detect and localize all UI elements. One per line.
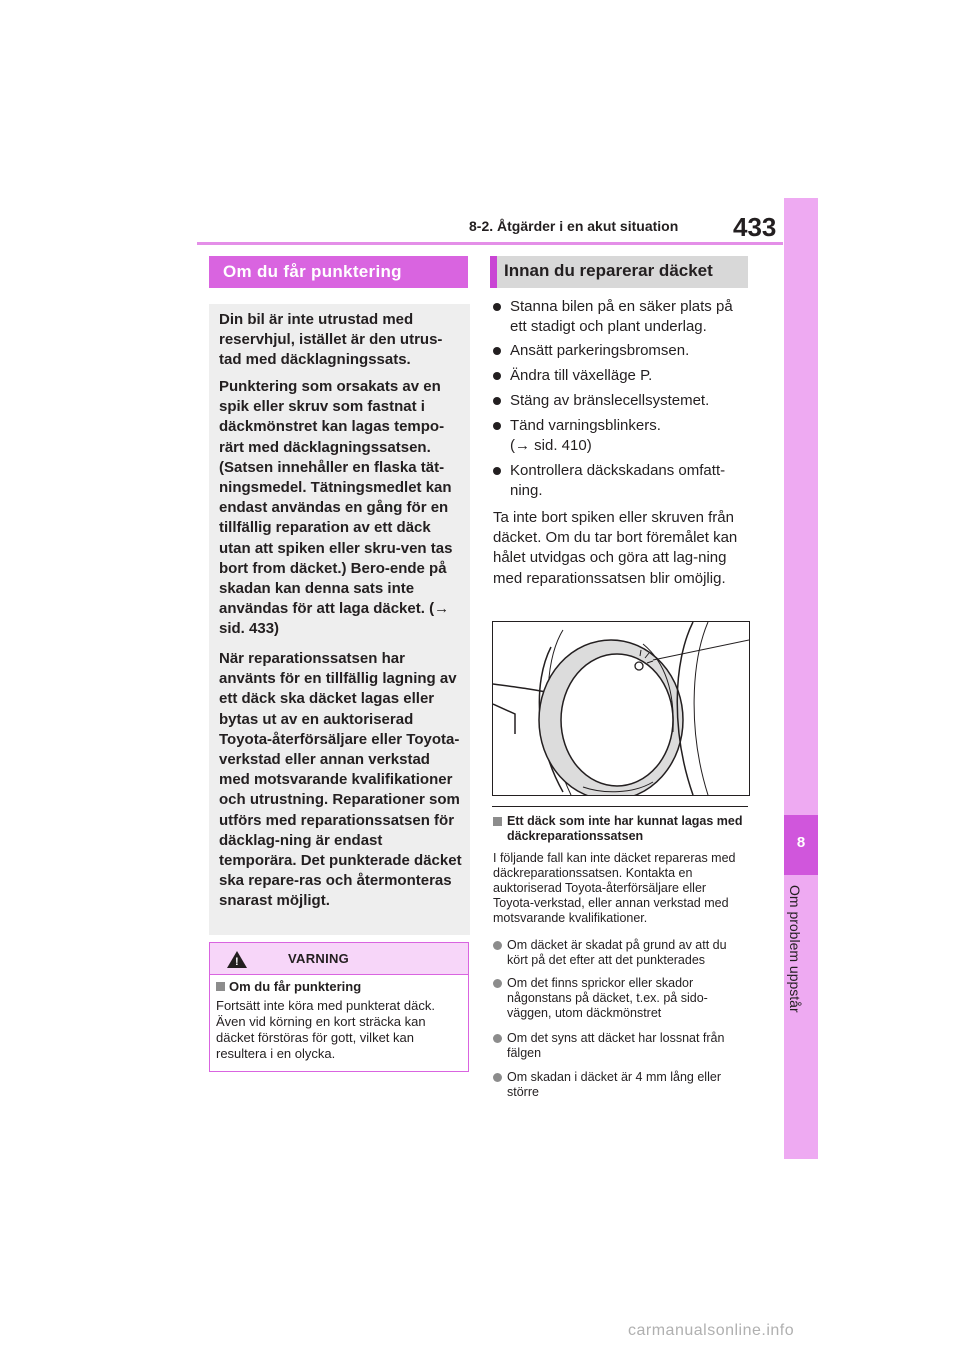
info-paragraph: Din bil är inte utrustad med reservhjul, istället är den utrus-tad med däcklagningssats. [219,311,443,369]
square-bullet-icon [216,982,225,991]
chapter-number: 8 [796,834,806,851]
list-item [507,1070,750,1100]
right-section-heading [490,256,748,288]
info-paragraph: Punktering som orsakats av en spik eller skruv som fastnat i däckmönstret kan lagas tempo-rärt med däcklagningssatsen. (Satsen innehåller en flaska tät-ningsmedel. Tätningsmedlet kan endast användas en gång för en tillfällig reparation av ett däck utan att spiken eller skru-ven tas bort from däcket.) Bero-ende på skadan kan denna sats inte användas för att laga däcket. (→ sid. 433) [219,378,453,638]
list-item-text: Om det finns sprickor eller skador någonstans på däcket, t.ex. på sido-väggen, utom däckmönstret [507,976,708,1020]
chapter-label: Om problem uppstår [787,885,803,1013]
caution-paragraph: Ta inte bort spiken eller skruven från däcket. Om du tar bort föremålet kan hålet utvidgas och göra att lag-ning med reparationssatsen blir omöjlig. [493,509,738,587]
bullet-dot-icon [493,1073,502,1082]
list-item-text: Stanna bilen på en säker plats på ett stadigt och plant underlag. [510,298,733,335]
heading-accent-bar [490,256,497,288]
right-heading-text: Innan du reparerar däcket [504,261,713,280]
bullet-dot-icon [493,372,501,380]
bullet-dot-icon [493,941,502,950]
list-item-text: Stäng av bränslecellsystemet. [510,392,710,409]
tire-drawing [493,622,749,795]
bullet-dot-icon [493,347,501,355]
list-item-text: Kontrollera däckskadans omfatt-ning. [510,462,726,499]
left-heading-text: Om du får punktering [223,262,402,281]
list-item [510,366,750,386]
left-section-heading [209,256,468,288]
list-item-text: Om däcket är skadat på grund av att du kört på det efter att det punkterades [507,938,727,967]
list-item [510,391,750,411]
watermark: carmanualsonline.info [628,1322,795,1339]
warning-body: Fortsätt inte köra med punkterat däck. Även vid körning en kort sträcka kan däcket förstöras för gott, vilket kan resultera i en olycka. [216,998,435,1061]
divider [492,806,748,807]
subsection-heading [493,814,748,844]
bullet-dot-icon [493,303,501,311]
warning-box [209,942,469,1072]
page-number: 433 [733,212,777,242]
list-item [510,297,750,337]
list-item [507,1031,750,1061]
bullet-dot-icon [493,979,502,988]
warning-title: VARNING [288,951,350,966]
warning-subheading-text: Om du får punktering [229,979,362,994]
info-box [209,304,470,935]
list-item-text: Tänd varningsblinkers. (→ sid. 410) [510,417,661,454]
tire-puncture-illustration [492,621,750,796]
info-paragraph: När reparationssatsen har använts för en tillfällig lagning av ett däck ska däcket lagas eller bytas ut av en auktoriserad Toyota-återförsäljare eller Toyota-verkstad eller annan verkstad med motsvarande kvalifikationer och utrustning. Reparationer som utförs med reparationssatsen för däcklag-ning är endast temporära. Det punkterade däcket ska repare-ras och återmonteras snarast möjligt. [219,650,462,910]
chapter-side-tab [784,198,818,1159]
list-item-text: Ändra till växelläge P. [510,367,653,384]
list-item-text: Om det syns att däcket har lossnat från fälgen [507,1031,725,1060]
list-item [507,976,742,1021]
list-item [507,938,750,968]
header-rule [197,242,783,245]
subsection-heading-text: Ett däck som inte har kunnat lagas med däckreparationssatsen [507,814,743,843]
exclamation-icon: ! [235,956,239,968]
section-title: 8-2. Åtgärder i en akut situation [469,218,679,234]
list-item [510,416,685,456]
list-item [510,461,750,501]
subsection-paragraph: I följande fall kan inte däcket repareras med däckreparationssatsen. Kontakta en auktoriserad Toyota-återförsäljare eller Toyota-verkstad, eller annan verkstad med motsvarande kvalifikationer. [493,851,736,925]
bullet-dot-icon [493,422,501,430]
bullet-dot-icon [493,467,501,475]
warning-header [210,943,468,975]
square-bullet-icon [493,817,502,826]
bullet-dot-icon [493,397,501,405]
list-item-text: Om skadan i däcket är 4 mm lång eller större [507,1070,721,1099]
list-item-text: Ansätt parkeringsbromsen. [510,342,690,359]
list-item [510,341,750,361]
bullet-dot-icon [493,1034,502,1043]
warning-subheading [216,979,361,994]
